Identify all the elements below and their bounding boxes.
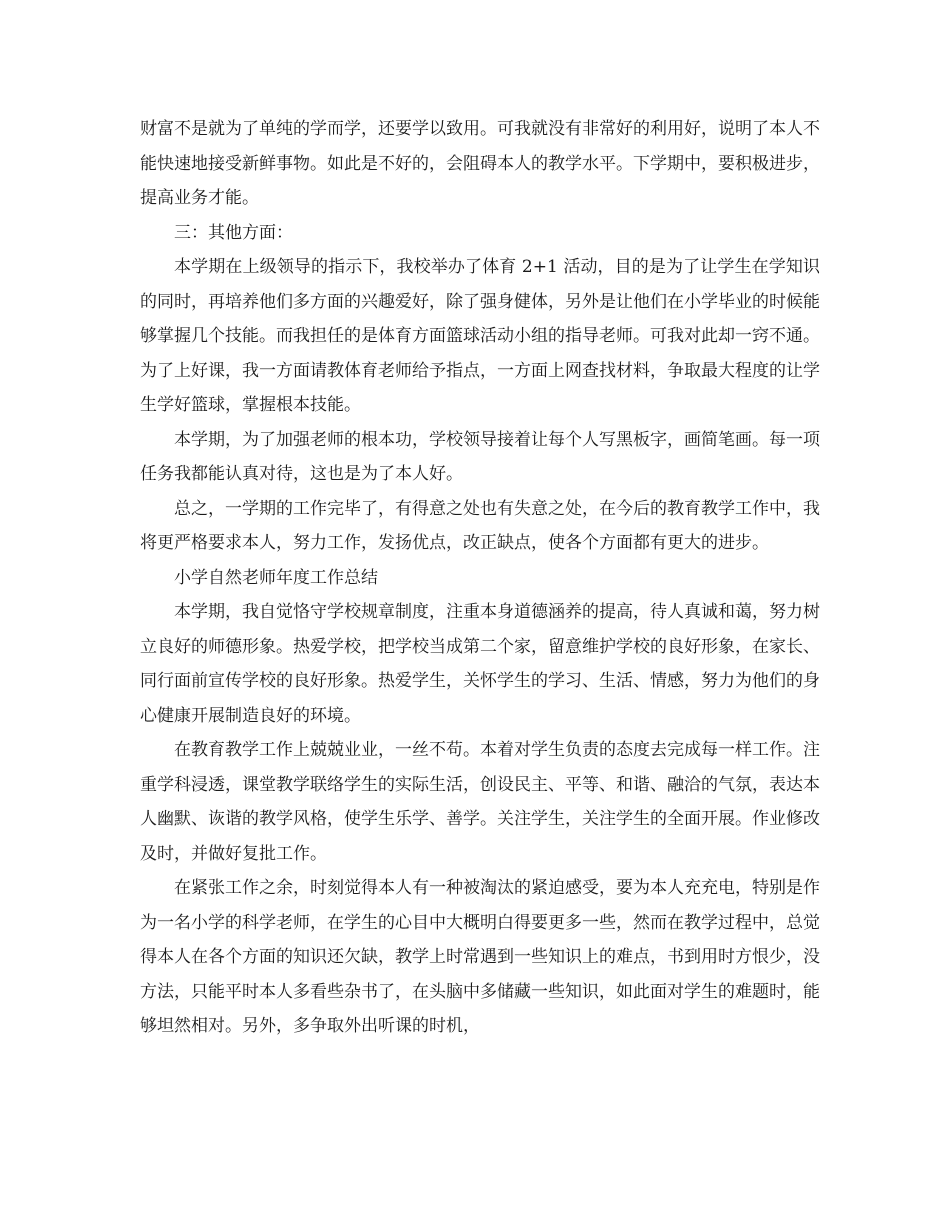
paragraph-conclusion: 总之，一学期的工作完毕了，有得意之处也有失意之处，在今后的教育教学工作中，我将更严格要求本人，努力工作，发扬优点，改正缺点，使各个方面都有更大的进步。 <box>140 498 820 553</box>
paragraph-sports-activity: 本学期在上级领导的指示下，我校举办了体育 2+1 活动，目的是为了让学生在学知识的同时，再培养他们多方面的兴趣爱好，除了强身健体，另外是让他们在小学毕业的时候能够掌握几个技能。而我担任的是体育方面篮球活动小组的指导老师。可我对此却一窍不通。为了上好课，我一方面请教体育老师给予指点，一方面上网查找材料，争取最大程度的让学生学好篮球，掌握根本技能。 <box>140 257 820 415</box>
document-body <box>140 112 820 1044</box>
paragraph-basic-skills: 本学期，为了加强老师的根本功，学校领导接着让每个人写黑板字，画简笔画。每一项任务我都能认真对待，这也是为了本人好。 <box>140 429 820 484</box>
document-subtitle: 小学自然老师年度工作总结 <box>174 567 378 588</box>
paragraph-teaching-work: 在教育教学工作上兢兢业业，一丝不苟。本着对学生负责的态度去完成每一样工作。注重学科浸透，课堂教学联络学生的实际生活，创设民主、平等、和谐、融洽的气氛，表达本人幽默、诙谐的教学风格，使学生乐学、善学。关注学生，关注学生的全面开展。作业修改及时，并做好复批工作。 <box>140 740 820 864</box>
paragraph-ethics: 本学期，我自觉恪守学校规章制度，注重本身道德涵养的提高，待人真诚和蔼，努力树立良好的师德形象。热爱学校，把学校当成第二个家，留意维护学校的良好形象，在家长、同行面前宣传学校的良好形象。热爱学生，关怀学生的学习、生活、情感，努力为他们的身心健康开展制造良好的环境。 <box>140 602 820 726</box>
section-heading-other-aspects: 三：其他方面： <box>174 222 293 243</box>
paragraph-self-improvement: 在紧张工作之余，时刻觉得本人有一种被淘汰的紧迫感受，要为本人充充电，特别是作为一名小学的科学老师，在学生的心目中大概明白得要更多一些，然而在教学过程中，总觉得本人在各个方面的知识还欠缺，教学上时常遇到一些知识上的难点，书到用时方恨少，没方法，只能平时本人多看些杂书了，在头脑中多储藏一些知识，如此面对学生的难题时，能够坦然相对。另外，多争取外出听课的时机， <box>140 878 820 1036</box>
paragraph-continuation: 财富不是就为了单纯的学而学，还要学以致用。可我就没有非常好的利用好，说明了本人不能快速地接受新鲜事物。如此是不好的，会阻碍本人的教学水平。下学期中，要积极进步，提高业务才能。 <box>140 119 820 208</box>
